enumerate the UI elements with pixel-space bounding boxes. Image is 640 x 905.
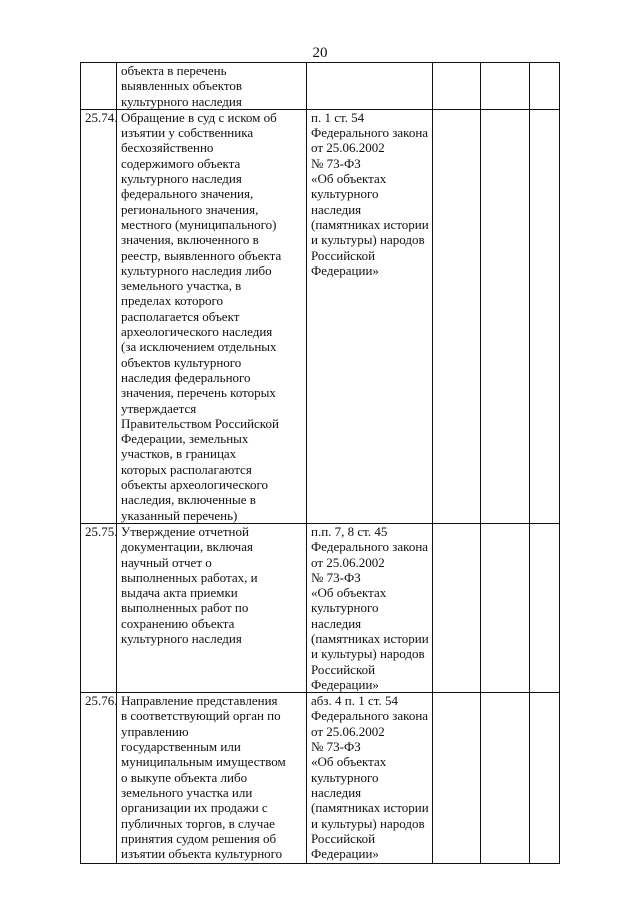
description-line: научный отчет о bbox=[121, 554, 212, 570]
description-line: Правительством Российской bbox=[121, 415, 279, 431]
description-line: изъятии объекта культурного bbox=[121, 846, 283, 862]
description-line: Федерации, земельных bbox=[121, 431, 249, 447]
description-line: располагается объект bbox=[121, 308, 240, 324]
legal-basis-cell bbox=[307, 523, 433, 692]
description-line: федерального значения, bbox=[121, 186, 254, 202]
empty-cell bbox=[530, 109, 560, 523]
legal-basis-line: от 25.06.2002 bbox=[311, 140, 385, 156]
legal-basis-line: Российской bbox=[311, 830, 376, 846]
legal-basis-line: «Об объектах bbox=[311, 754, 387, 770]
description-cell bbox=[117, 523, 307, 692]
description-line: земельного участка, в bbox=[121, 278, 242, 294]
description-line: муниципальным имуществом bbox=[121, 754, 286, 770]
description-line: принятия судом решения об bbox=[121, 830, 277, 846]
empty-cell bbox=[481, 693, 530, 864]
legal-basis-line: № 73-ФЗ bbox=[311, 155, 361, 171]
description-line: выявленных объектов bbox=[121, 78, 243, 94]
legal-basis-line: культурного bbox=[311, 769, 379, 785]
empty-cell bbox=[530, 693, 560, 864]
item-number-cell bbox=[81, 63, 117, 110]
item-number-cell: 25.74. bbox=[81, 109, 117, 523]
description-line: культурного наследия либо bbox=[121, 262, 272, 278]
item-number-cell: 25.76. bbox=[81, 693, 117, 864]
legal-basis-line: культурного bbox=[311, 186, 379, 202]
empty-cell bbox=[481, 63, 530, 110]
description-line: выполненных работах, и bbox=[121, 569, 258, 585]
legal-basis-line: и культуры) народов bbox=[311, 646, 425, 662]
description-line: о выкупе объекта либо bbox=[121, 769, 248, 785]
description-line: реестр, выявленного объекта bbox=[121, 247, 282, 263]
table-row bbox=[81, 523, 560, 692]
legal-basis-line: Российской bbox=[311, 247, 376, 263]
table-row bbox=[81, 109, 560, 523]
legal-basis-line: абз. 4 п. 1 ст. 54 bbox=[311, 693, 398, 709]
legal-basis-line: Федерации» bbox=[311, 846, 379, 862]
legal-basis-line: Федерации» bbox=[311, 676, 379, 692]
description-line: управлению bbox=[121, 723, 189, 739]
description-line: значения, перечень которых bbox=[121, 385, 276, 401]
description-line: изъятии у собственника bbox=[121, 125, 254, 141]
empty-cell bbox=[433, 693, 481, 864]
legal-basis-line: (памятниках истории bbox=[311, 216, 429, 232]
description-line: организации их продажи с bbox=[121, 800, 268, 816]
legal-basis-line: Федерального закона bbox=[311, 539, 429, 555]
legal-basis-line: «Об объектах bbox=[311, 585, 387, 601]
legal-basis-cell bbox=[307, 693, 433, 864]
description-line: публичных торгов, в случае bbox=[121, 815, 275, 831]
description-line: которых располагаются bbox=[121, 461, 252, 477]
description-line: выполненных работ по bbox=[121, 600, 249, 616]
legal-basis-line: № 73-ФЗ bbox=[311, 739, 361, 755]
description-line: культурного наследия bbox=[121, 630, 242, 646]
table-body bbox=[81, 63, 560, 864]
legal-basis-line: (памятниках истории bbox=[311, 630, 429, 646]
description-line: документации, включая bbox=[121, 539, 253, 555]
empty-cell bbox=[481, 523, 530, 692]
description-line: государственным или bbox=[121, 739, 241, 755]
description-cell bbox=[117, 693, 307, 864]
description-cell bbox=[117, 63, 307, 110]
description-line: значения, включенного в bbox=[121, 232, 259, 248]
description-line: объекты археологического bbox=[121, 477, 268, 493]
empty-cell bbox=[530, 523, 560, 692]
description-line: бесхозяйственно bbox=[121, 140, 214, 156]
legal-basis-line: (памятниках истории bbox=[311, 800, 429, 816]
legal-basis-line: культурного bbox=[311, 600, 379, 616]
legal-basis-line: наследия bbox=[311, 784, 362, 800]
description-line: Направление представления bbox=[121, 693, 278, 709]
description-line: пределах которого bbox=[121, 293, 223, 309]
legal-basis-line: «Об объектах bbox=[311, 171, 387, 187]
empty-cell bbox=[530, 63, 560, 110]
legal-basis-line: от 25.06.2002 bbox=[311, 723, 385, 739]
description-line: содержимого объекта bbox=[121, 155, 241, 171]
legal-basis-line: п.п. 7, 8 ст. 45 bbox=[311, 523, 388, 539]
description-line: указанный перечень) bbox=[121, 507, 238, 523]
table-row bbox=[81, 693, 560, 864]
legal-basis-cell bbox=[307, 63, 433, 110]
legal-basis-line: и культуры) народов bbox=[311, 815, 425, 831]
empty-cell bbox=[481, 109, 530, 523]
description-line: объектов культурного bbox=[121, 354, 242, 370]
legal-basis-line: п. 1 ст. 54 bbox=[311, 109, 365, 125]
document-table bbox=[80, 62, 560, 864]
legal-basis-line: от 25.06.2002 bbox=[311, 554, 385, 570]
description-line: местного (муниципального) bbox=[121, 216, 277, 232]
description-line: (за исключением отдельных bbox=[121, 339, 277, 355]
legal-basis-line: № 73-ФЗ bbox=[311, 569, 361, 585]
description-line: культурного наследия bbox=[121, 171, 242, 187]
legal-basis-line: Российской bbox=[311, 661, 376, 677]
description-line: земельного участка или bbox=[121, 784, 253, 800]
page-number: 20 bbox=[312, 45, 328, 61]
legal-basis-line: наследия bbox=[311, 201, 362, 217]
description-line: объекта в перечень bbox=[121, 63, 227, 78]
description-line: сохранению объекта bbox=[121, 615, 235, 631]
description-line: в соответствующий орган по bbox=[121, 708, 281, 724]
description-line: регионального значения, bbox=[121, 201, 259, 217]
empty-cell bbox=[433, 523, 481, 692]
legal-basis-cell bbox=[307, 109, 433, 523]
legal-basis-line: и культуры) народов bbox=[311, 232, 425, 248]
item-number-cell: 25.75. bbox=[81, 523, 117, 692]
description-line: участков, в границах bbox=[121, 446, 237, 462]
legal-basis-line: наследия bbox=[311, 615, 362, 631]
description-line: Обращение в суд с иском об bbox=[121, 109, 277, 125]
description-cell bbox=[117, 109, 307, 523]
legal-basis-line: Федерального закона bbox=[311, 125, 429, 141]
description-line: археологического наследия bbox=[121, 324, 273, 340]
legal-basis-line: Федерального закона bbox=[311, 708, 429, 724]
empty-cell bbox=[433, 109, 481, 523]
description-line: Утверждение отчетной bbox=[121, 523, 249, 539]
description-line: утверждается bbox=[121, 400, 197, 416]
table-row bbox=[81, 63, 560, 110]
description-line: культурного наследия bbox=[121, 93, 242, 109]
description-line: наследия, включенные в bbox=[121, 492, 256, 508]
legal-basis-line: Федерации» bbox=[311, 262, 379, 278]
description-line: наследия федерального bbox=[121, 369, 251, 385]
description-line: выдача акта приемки bbox=[121, 585, 238, 601]
empty-cell bbox=[433, 63, 481, 110]
